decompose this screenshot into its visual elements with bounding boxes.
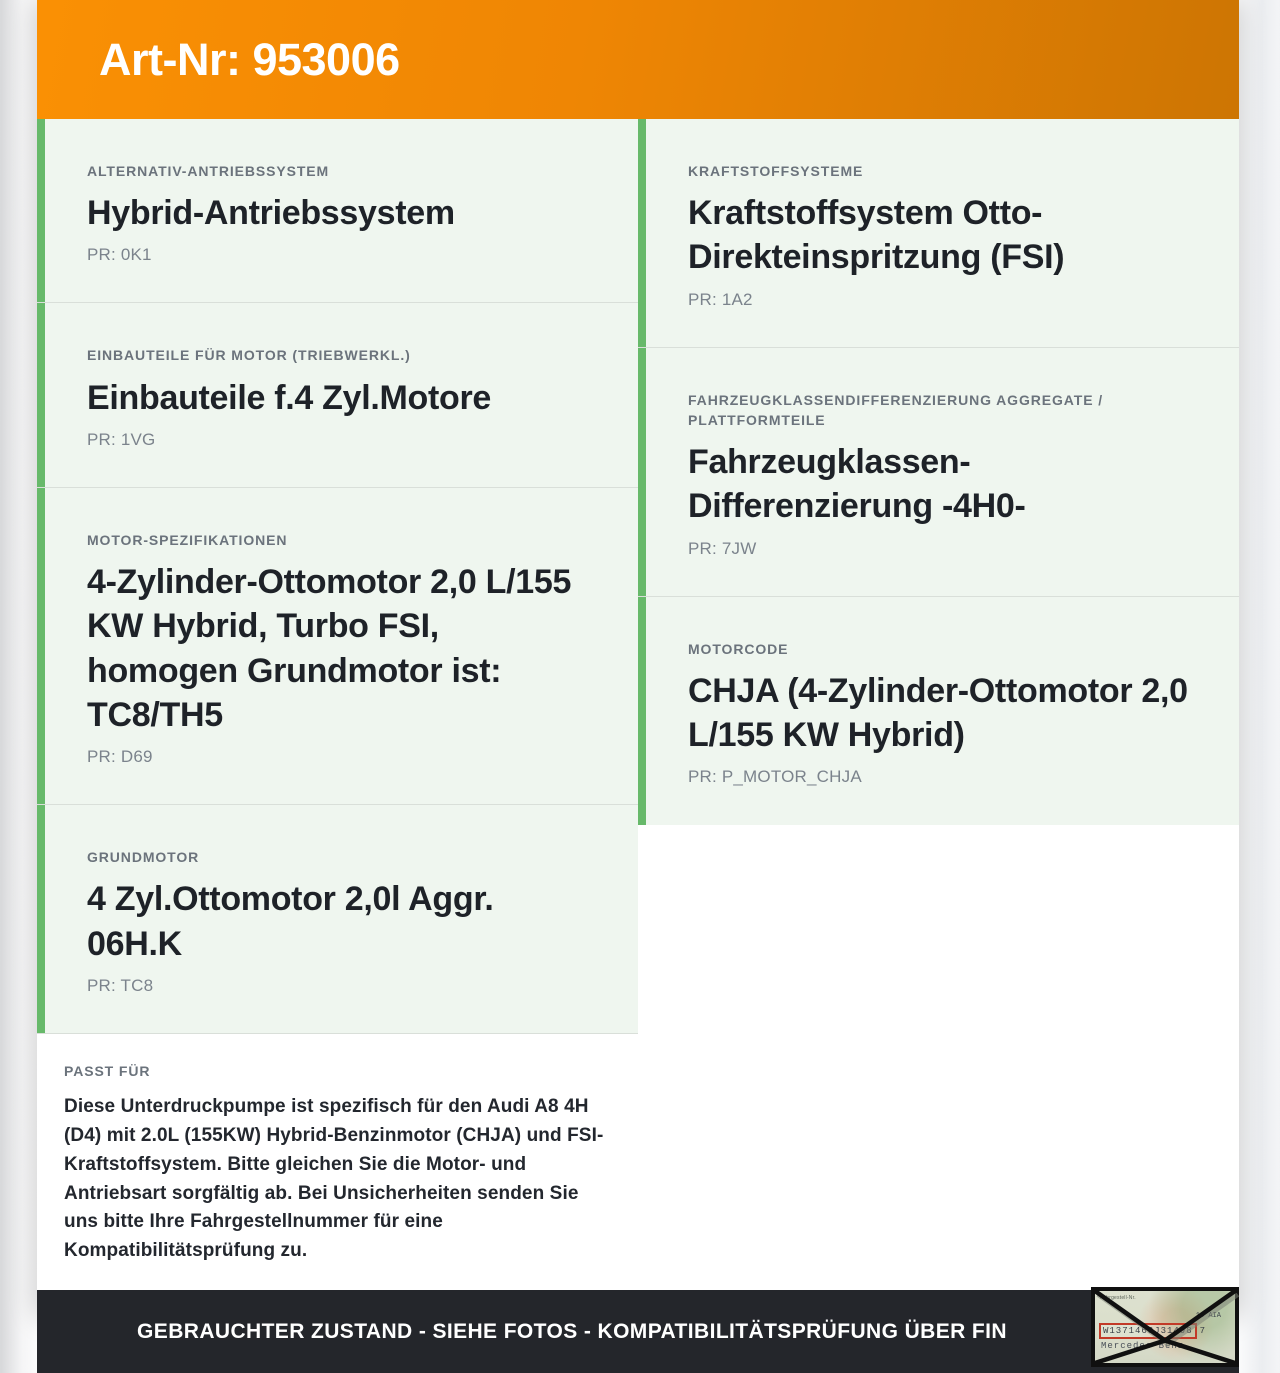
spec-card-pr-code: PR: 1VG <box>87 429 156 449</box>
spec-card-label: MOTORCODE <box>688 640 789 657</box>
doc-mid-code: 14 AIA <box>1195 1312 1221 1321</box>
spec-column-left <box>37 119 638 1290</box>
spec-card-title: Fahrzeugklassen-Differenzierung -4H0- <box>688 443 1026 526</box>
envelope-cross-icon <box>1095 1291 1235 1363</box>
article-number-title: Art-Nr: 953006 <box>99 33 400 85</box>
spec-card-title: Einbauteile f.4 Zyl.Motore <box>87 378 492 417</box>
spec-card-pr-code: PR: D69 <box>87 747 153 767</box>
condition-footer-text: GEBRAUCHTER ZUSTAND - SIEHE FOTOS - KOMPATIBILITÄTSPRÜFUNG ÜBER FIN <box>137 1319 1007 1343</box>
spec-card-label: FAHRZEUGKLASSENDIFFERENZIERUNG AGGREGATE / PLATTFORMTEILE <box>688 391 1104 428</box>
spec-card-alternativ-antriebssystem <box>37 119 638 303</box>
spec-card-pr-code: PR: 1A2 <box>688 289 753 309</box>
spec-card-title: Hybrid-Antriebssystem <box>87 194 455 233</box>
spec-card-title: Kraftstoffsystem Otto-Direkteinspritzung (FSI) <box>688 194 1065 277</box>
doc-brand-text: Mercedes-Benz <box>1101 1341 1185 1352</box>
spec-card-fahrzeugklassendifferenzierung <box>638 348 1239 597</box>
spec-card-einbauteile <box>37 303 638 487</box>
doc-corner-label: Fahrgestell-Nr. <box>1100 1295 1136 1302</box>
spec-column-right <box>638 119 1239 1290</box>
spec-card-pr-code: PR: 7JW <box>688 538 757 558</box>
condition-footer-bar <box>37 1290 1239 1373</box>
fits-card <box>37 1034 638 1291</box>
spec-card-label: EINBAUTEILE FÜR MOTOR (TRIEBWERKL.) <box>87 347 411 364</box>
listing-sheet <box>37 0 1239 1352</box>
vin-highlight-box: W1371463J31498 <box>1099 1323 1197 1339</box>
spec-columns <box>37 119 1239 1290</box>
registration-doc-image <box>1091 1287 1239 1367</box>
spec-card-label: GRUNDMOTOR <box>87 849 200 866</box>
spec-card-title: CHJA (4-Zylinder-Ottomotor 2,0 L/155 KW Hybrid) <box>688 671 1188 755</box>
spec-card-label: ALTERNATIV-ANTRIEBSSYSTEM <box>87 163 330 179</box>
spec-card-label: KRAFTSTOFFSYSTEME <box>688 163 864 179</box>
fits-description-text: Diese Unterdruckpumpe ist spezifisch für den Audi A8 4H (D4) mit 2.0L (155KW) Hybrid-Benzinmotor (CHJA) und FSI-Kraftstoffsystem. Bitte gleichen Sie die Motor- und Antriebsart sorgfältig ab. Bei Unsicherheiten senden Sie uns bitte Ihre Fahrgestellnummer für eine Kompatibilitätsprüfung zu. <box>64 1095 604 1262</box>
spec-card-motor-spezifikationen <box>37 488 638 805</box>
fits-label: PASST FÜR <box>64 1062 151 1079</box>
spec-card-label: MOTOR-SPEZIFIKATIONEN <box>87 531 288 548</box>
spec-card-title: 4-Zylinder-Ottomotor 2,0 L/155 KW Hybrid, Turbo FSI, homogen Grundmotor ist: TC8/TH5 <box>87 563 572 734</box>
spec-card-title: 4 Zyl.Ottomotor 2,0l Aggr. 06H.K <box>87 880 494 963</box>
article-header <box>37 0 1239 119</box>
vin-tail-digit: 7 <box>1199 1326 1206 1337</box>
spec-card-grundmotor <box>37 805 638 1034</box>
spec-card-kraftstoffsysteme <box>638 119 1239 348</box>
spec-card-pr-code: PR: 0K1 <box>87 245 152 265</box>
spec-card-pr-code: PR: TC8 <box>87 975 154 995</box>
spec-card-motorcode <box>638 597 1239 826</box>
spec-card-pr-code: PR: P_MOTOR_CHJA <box>688 767 862 787</box>
